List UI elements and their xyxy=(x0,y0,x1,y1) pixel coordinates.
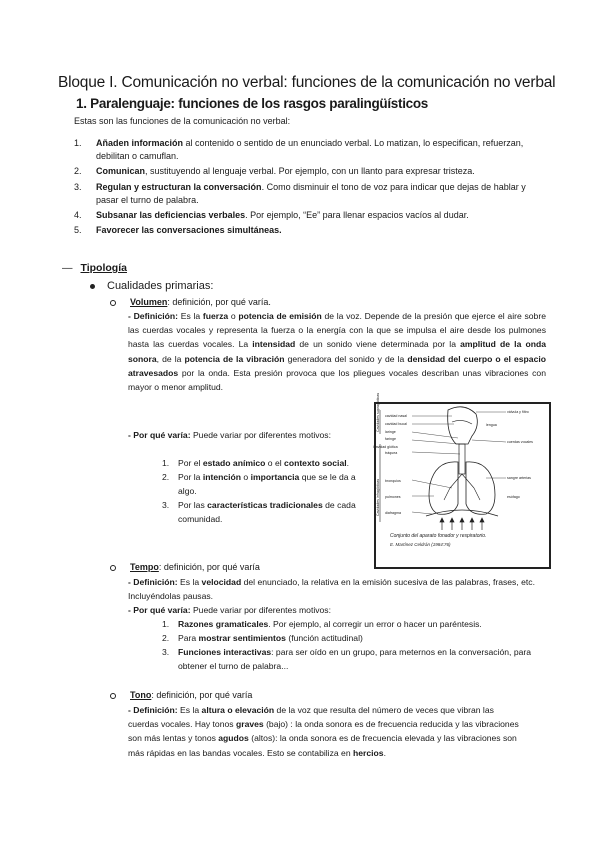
tono-desc: : definición, por qué varía xyxy=(151,690,253,700)
bold-text: agudos xyxy=(218,733,249,744)
figure-author: E. Martínez Celdrán (1984:76) xyxy=(390,542,451,547)
text: (función actitudinal) xyxy=(285,633,363,643)
text: de cada comunidad. xyxy=(178,500,356,524)
text: . Por ejemplo, al corregir un error o hacer un paréntesis. xyxy=(268,619,482,629)
bold-text: estado anímico xyxy=(202,458,266,468)
label-diafragma: diafragma xyxy=(385,511,401,515)
label-esofago: esófago xyxy=(507,495,520,499)
circle-bullet-icon xyxy=(110,565,116,571)
text: . xyxy=(383,747,386,758)
text: , de la xyxy=(156,353,185,364)
volumen-reasons xyxy=(162,456,358,526)
why-label: - Por qué varía: xyxy=(128,430,191,440)
bold-text: hercios xyxy=(353,747,384,758)
respiratory-diagram xyxy=(373,392,545,532)
text: . xyxy=(346,458,349,468)
bullet-dot-icon xyxy=(90,284,95,289)
label-cavidad-bucal: cavidad bucal xyxy=(385,422,407,426)
palate-line xyxy=(452,420,472,424)
label-supraglotic: Cavidades supraglóticas xyxy=(376,392,380,432)
text: generadora del sonido y de la xyxy=(284,353,408,364)
list-number: 1. xyxy=(162,619,170,629)
text: o xyxy=(228,311,239,321)
section-intro: Estas son las funciones de la comunicación no verbal: xyxy=(74,116,291,126)
bold-text: intensidad xyxy=(252,339,296,350)
label-valvula: válvula y filtro xyxy=(507,410,529,414)
tono-label: Tono xyxy=(130,690,152,700)
list-number: 1. xyxy=(74,138,82,148)
dash-marker: — xyxy=(62,262,73,274)
list-item-text: . Por ejemplo, “Ee” para llenar espacios vacíos al dudar. xyxy=(245,210,469,221)
text: de la voz que resulta del número de veces que vibran las cuerdas vocales. Hay tonos xyxy=(128,705,494,730)
list-item xyxy=(162,617,544,631)
list-item xyxy=(74,224,544,237)
trachea-shape xyxy=(459,444,465,474)
label-lengua: lengua xyxy=(486,423,497,427)
label-infraglotic: Cavidades infraglóticas xyxy=(376,478,380,516)
bold-text: Funciones interactivas xyxy=(178,647,272,657)
bold-text: fuerza xyxy=(202,311,229,321)
list-number: 2. xyxy=(74,166,82,177)
bold-text: velocidad xyxy=(201,577,242,587)
functions-list xyxy=(74,137,544,239)
tempo-label: Tempo xyxy=(130,562,159,572)
text: Puede variar por diferentes motivos: xyxy=(190,605,331,615)
label-bronquios: bronquios xyxy=(385,479,401,483)
list-item-bold: Añaden información xyxy=(96,138,184,148)
left-lung xyxy=(429,462,458,514)
text: Por la xyxy=(178,472,203,482)
page-title: Bloque I. Comunicación no verbal: funciones de la comunicación no verbal xyxy=(58,74,556,91)
list-item-bold: Subsanar las deficiencias verbales xyxy=(96,210,246,221)
head-outline xyxy=(448,407,478,444)
list-item-bold: Regulan y estructuran la conversación xyxy=(96,181,262,192)
tono-definition xyxy=(128,703,524,760)
tempo-reasons xyxy=(162,617,544,673)
label-laringe: laringe xyxy=(385,430,396,434)
label-pulmones: pulmones xyxy=(385,495,401,499)
text: (altos): la onda sonora es de frecuencia elevada y las vibraciones son más rápidas en las bandas vocales. Esto se contabiliza en xyxy=(128,733,517,758)
list-item-text: . Como disminuir el tono de voz para indicar que dejas de hablar y pasar el turno de palabra. xyxy=(96,181,526,205)
text: Es la xyxy=(177,705,202,715)
bold-text: amplitud de la onda sonora xyxy=(128,339,546,364)
list-number: 4. xyxy=(74,210,82,221)
label-cavidad-glotica: Cavidad glótica xyxy=(373,445,398,449)
list-number: 3. xyxy=(162,647,170,657)
figure-caption: Conjunto del aparato fonador y respiratorio. xyxy=(390,533,487,539)
definition-label: - Definición: xyxy=(128,577,178,587)
bold-text: potencia de emisión xyxy=(238,311,322,321)
list-number: 1. xyxy=(162,458,170,468)
list-item-text: al contenido o sentido de un enunciado verbal. Lo matizan, lo especifican, refuerzan, debilitan o camuflan. xyxy=(96,138,524,162)
list-item xyxy=(74,165,544,178)
list-item xyxy=(74,209,544,222)
label-faringe: faringe xyxy=(385,437,396,441)
list-item xyxy=(74,137,544,163)
tempo-desc: : definición, por qué varía xyxy=(158,562,260,572)
list-number: 2. xyxy=(162,633,170,643)
text: de un sonido viene determinada por la xyxy=(295,339,461,350)
text: por la onda. Esta presión provoca que los pliegues vocales describan unas vibraciones con mayor o menor amplitud. xyxy=(128,367,546,393)
bullet-item xyxy=(90,280,213,292)
definition-label: - Definición: xyxy=(128,311,178,321)
text: del enunciado, la relativa en la emisión sucesiva de las palabras, frases, etc. Incluyéndolas pausas. xyxy=(128,577,535,602)
list-item-bold: Favorecer las conversaciones simultáneas. xyxy=(96,225,282,236)
bold-text: potencia de la vibración xyxy=(184,353,285,364)
bold-text: densidad del cuerpo o el espacio atravesados xyxy=(128,353,546,378)
bronchi-lines xyxy=(444,474,480,500)
text: o el xyxy=(265,458,285,468)
section-heading: 1. Paralenguaje: funciones de los rasgos paralingüísticos xyxy=(76,96,429,111)
definition-label: - Definición: xyxy=(128,705,178,715)
label-cuerdas: cuerdas vocales xyxy=(507,440,533,444)
list-number: 3. xyxy=(74,181,82,192)
why-label: - Por qué varía: xyxy=(128,605,191,615)
circle-bullet-icon xyxy=(110,693,116,699)
list-item xyxy=(74,181,544,207)
list-number: 3. xyxy=(162,500,170,510)
vocal-apparatus-figure xyxy=(373,392,551,569)
volumen-desc: : definición, por qué varía. xyxy=(167,297,271,307)
text: Puede variar por diferentes motivos: xyxy=(190,430,331,440)
right-lung xyxy=(466,462,495,514)
text: Por el xyxy=(178,458,203,468)
text: Para xyxy=(178,633,199,643)
list-item xyxy=(162,456,358,470)
list-item xyxy=(162,631,544,645)
volumen-definition xyxy=(128,309,546,394)
volumen-label: Volumen xyxy=(130,297,168,307)
tono-heading xyxy=(110,690,252,700)
list-item-bold: Comunican xyxy=(96,166,146,177)
text: (bajo) : la onda sonora es de frecuencia reducida y las vibraciones son más lentas y tonos xyxy=(128,719,519,744)
text: que se le da a algo. xyxy=(178,472,356,496)
tempo-definition xyxy=(128,575,548,603)
tempo-heading xyxy=(110,562,260,572)
list-item xyxy=(162,470,358,498)
text: : para ser oído en un grupo, para meternos en la conversación, para obtener el turno de palabra... xyxy=(178,647,532,671)
bullet-text: Cualidades primarias: xyxy=(107,280,214,292)
text: de la voz. Depende de la presión que ejerce el aire sobre las cuerdas vocales y representa la fuerza o la energía con la que se impulsa el aire desde los pulmones hasta las cuerdas vocales. La xyxy=(128,311,546,350)
list-item-text: , sustituyendo al lenguaje verbal. Por ejemplo, con un llanto para expresar tristeza. xyxy=(145,166,475,177)
bold-text: importancia xyxy=(250,472,300,482)
list-number: 5. xyxy=(74,225,82,236)
list-item xyxy=(162,645,544,673)
text: Es la xyxy=(177,311,203,321)
volumen-why xyxy=(128,428,333,442)
volumen-heading xyxy=(110,297,271,307)
list-item xyxy=(162,498,358,526)
circle-bullet-icon xyxy=(110,300,116,306)
text: Es la xyxy=(177,577,202,587)
tipologia-heading xyxy=(62,262,127,274)
label-cavidad-nasal: cavidad nasal xyxy=(385,414,407,418)
text: Por las xyxy=(178,500,208,510)
label-sangre: sangre arterias xyxy=(507,476,531,480)
label-traquea: tráquea xyxy=(385,451,398,455)
tempo-why xyxy=(128,603,548,617)
airflow-arrows xyxy=(440,518,484,530)
bold-text: mostrar sentimientos xyxy=(198,633,286,643)
bold-text: altura o elevación xyxy=(201,705,275,715)
text: o xyxy=(241,472,251,482)
tipologia-title: Tipología xyxy=(80,262,127,274)
bold-text: graves xyxy=(235,719,264,730)
bold-text: intención xyxy=(202,472,242,482)
diaphragm-line xyxy=(426,510,498,516)
bold-text: contexto social xyxy=(284,458,347,468)
bold-text: Razones gramaticales xyxy=(178,619,269,629)
list-number: 2. xyxy=(162,472,170,482)
bold-text: características tradicionales xyxy=(207,500,323,510)
